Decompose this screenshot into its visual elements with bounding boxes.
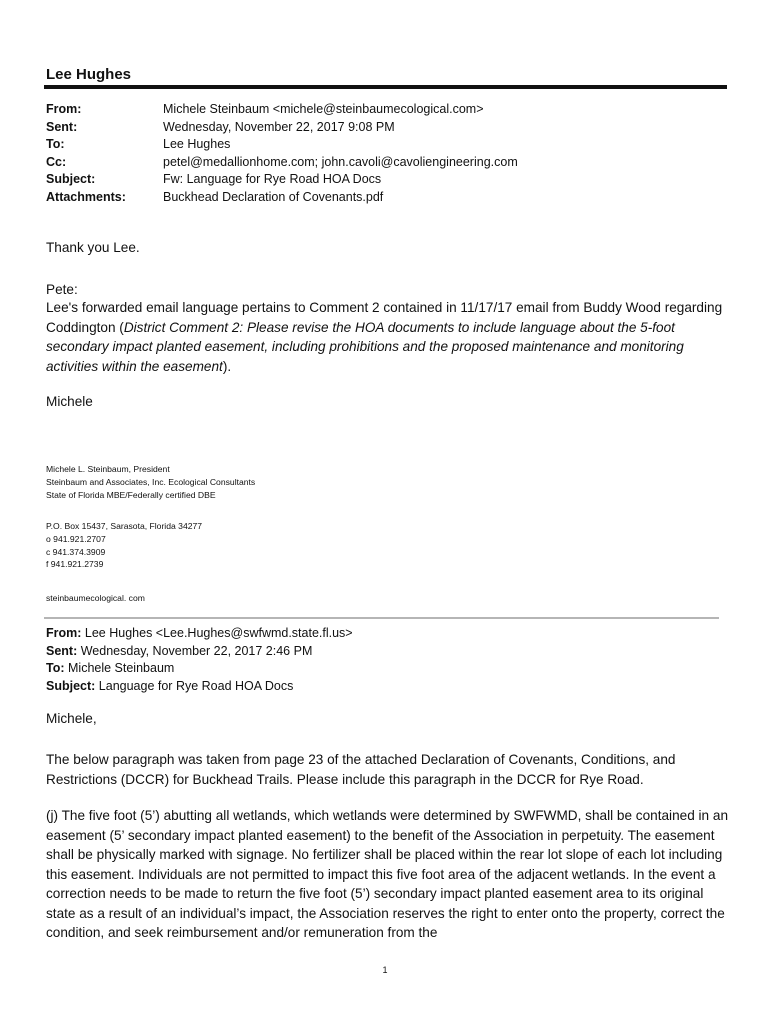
fwd-greeting: Michele, bbox=[46, 711, 97, 726]
header-to-row bbox=[46, 137, 518, 155]
signature-line: c 941.374.3909 bbox=[46, 546, 106, 557]
reply-paragraph bbox=[46, 298, 730, 376]
fwd-subject-value: Language for Rye Road HOA Docs bbox=[98, 678, 294, 693]
header-from-row bbox=[46, 102, 518, 120]
fwd-label: To: bbox=[46, 661, 65, 675]
header-label: Sent: bbox=[46, 119, 78, 134]
header-label: To: bbox=[46, 137, 65, 151]
fwd-subject-row bbox=[46, 678, 353, 696]
header-subject-value: Fw: Language for Rye Road HOA Docs bbox=[163, 172, 382, 186]
fwd-sent-row bbox=[46, 643, 353, 661]
signature-line: State of Florida MBE/Federally certified DBE bbox=[46, 489, 216, 500]
reply-greeting: Pete: bbox=[46, 282, 78, 297]
header-attachments-row bbox=[46, 190, 518, 208]
header-label: From: bbox=[46, 102, 82, 116]
signature-line: f 941.921.2739 bbox=[46, 559, 104, 570]
signature-line: Michele L. Steinbaum, President bbox=[46, 464, 170, 474]
reply-thanks: Thank you Lee. bbox=[46, 240, 140, 255]
owner-divider bbox=[44, 85, 727, 89]
signature-block-company bbox=[46, 463, 255, 501]
fwd-paragraph-easement: (j) The five foot (5’) abutting all wetlands, which wetlands were determined by SWFWMD, shall be contained in an easement (5’ secondary impact planted easement) to the benefit of the Association in perpetuity. The easement shall be physically marked with signage. No fertilizer shall be placed within the rear lot slope of each lot including this easement. Individuals are not permitted to impact this five foot area of the adjacent wetlands. In the event a correction needs to be made to return the five foot (5’) secondary impact planted easement area to its original state as a result of an individual’s impact, the Association reserves the right to enter onto the property, correct the condition, and seek reimbursement and/or remuneration from the bbox=[46, 808, 729, 940]
page-number: 1 bbox=[382, 965, 388, 975]
header-from-value: Michele Steinbaum <michele@steinbaumecological.com> bbox=[163, 102, 484, 116]
signature-line: P.O. Box 15437, Sarasota, Florida 34277 bbox=[46, 521, 203, 531]
forwarded-header bbox=[46, 625, 353, 695]
signature-block-contact bbox=[46, 520, 202, 571]
fwd-label: From: bbox=[46, 626, 82, 640]
fwd-paragraph-intro: The below paragraph was taken from page 23 of the attached Declaration of Covenants, Conditions, and Restrictions (DCCR) for Buckhead Trails. Please include this paragraph in the DCCR for Rye Road. bbox=[46, 752, 676, 787]
header-label: Cc: bbox=[46, 154, 67, 169]
fwd-to-value: Michele Steinbaum bbox=[68, 661, 175, 675]
header-cc-row bbox=[46, 155, 518, 173]
fwd-from-row bbox=[46, 625, 353, 643]
fwd-label: Subject: bbox=[46, 678, 96, 693]
fwd-sent-value: Wednesday, November 22, 2017 2:46 PM bbox=[80, 643, 313, 658]
header-sent-row bbox=[46, 120, 518, 138]
signature-line: Steinbaum and Associates, Inc. Ecological Consultants bbox=[46, 476, 256, 487]
header-sent-value: Wednesday, November 22, 2017 9:08 PM bbox=[163, 119, 395, 134]
signature-line: o 941.921.2707 bbox=[46, 533, 106, 544]
reply-signoff: Michele bbox=[46, 394, 93, 409]
district-comment-quote: District Comment 2: Please revise the HOA documents to include language about the 5-foot secondary impact planted easement, including prohibitions and the proposed maintenance and monitoring activities within the easement bbox=[46, 319, 684, 374]
signature-website: steinbaumecological. com bbox=[46, 593, 145, 603]
header-label: Subject: bbox=[46, 172, 96, 186]
reply-paragraph-tail: ). bbox=[222, 358, 232, 374]
header-to-value: Lee Hughes bbox=[163, 137, 231, 151]
email-header bbox=[46, 102, 518, 207]
attachment-filename: Buckhead Declaration of Covenants.pdf bbox=[163, 189, 384, 204]
fwd-to-row bbox=[46, 660, 353, 678]
header-subject-row bbox=[46, 172, 518, 190]
fwd-label: Sent: bbox=[46, 643, 78, 658]
forward-separator bbox=[44, 617, 719, 619]
header-cc-value: petel@medallionhome.com; john.cavoli@cavoliengineering.com bbox=[163, 154, 518, 169]
reply-paragraph-lead: Lee's forwarded email language pertains to Comment 2 contained in 11/17/17 email from Buddy Wood regarding Coddington ( bbox=[46, 300, 723, 335]
fwd-from-value: Lee Hughes <Lee.Hughes@swfwmd.state.fl.us> bbox=[84, 626, 353, 640]
page-owner-name: Lee Hughes bbox=[46, 66, 132, 83]
header-label: Attachments: bbox=[46, 189, 126, 204]
